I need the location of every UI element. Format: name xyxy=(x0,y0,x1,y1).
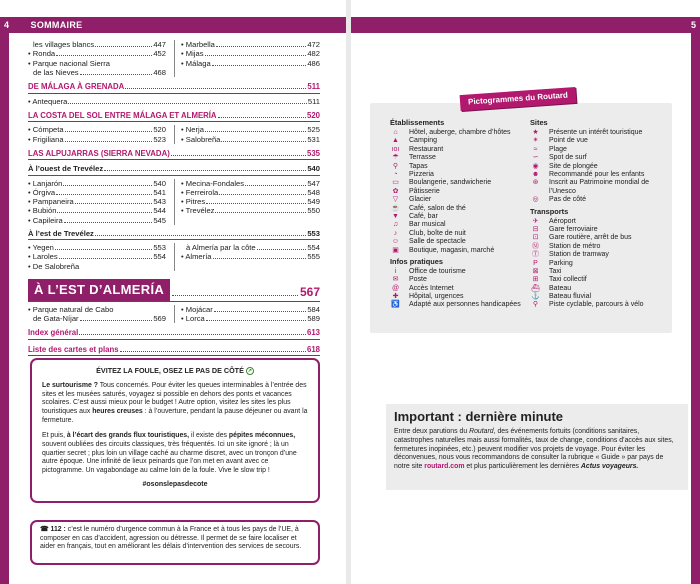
pictogram-icon: ⊟ xyxy=(532,225,539,233)
toc-col-right xyxy=(174,305,320,324)
pictogram-item xyxy=(530,251,666,259)
pictogram-label: Gare routière, arrêt de bus xyxy=(549,234,632,242)
table-of-contents xyxy=(28,40,320,356)
toc-entry[interactable]: • Órgiva 541 xyxy=(28,188,166,197)
big-section-label: À L’EST D’ALMERÍA xyxy=(28,279,170,301)
toc-entry[interactable]: • Laroles 554 xyxy=(28,252,166,261)
pictogram-icon: ◉ xyxy=(532,162,539,170)
pictogram-item xyxy=(390,205,528,213)
right-header-bar xyxy=(351,17,700,33)
left-side-band xyxy=(0,33,9,584)
toc-entry[interactable]: • Mojácar 584 xyxy=(181,305,320,314)
pictogram-item xyxy=(390,179,528,187)
toc-entry[interactable]: • Ronda 452 xyxy=(28,49,166,58)
toc-section-alpujarras[interactable]: LAS ALPUJARRAS (SIERRA NEVADA) 535 xyxy=(28,149,320,161)
pictogram-label: Plage xyxy=(549,145,567,153)
pictogram-icon: ıoı xyxy=(391,145,400,153)
pictogram-label: Station de métro xyxy=(549,242,601,250)
book-gutter xyxy=(346,0,351,584)
toc-entry[interactable]: • Lanjarón 540 xyxy=(28,179,166,188)
toc-entry[interactable]: • Antequera 511 xyxy=(28,97,320,106)
toc-entry[interactable]: • Pitres 549 xyxy=(181,197,320,206)
pictogram-item xyxy=(530,268,666,276)
pictogram-item xyxy=(530,137,666,145)
pictogram-item xyxy=(530,163,666,171)
pictogram-icon: ⚲ xyxy=(392,162,399,170)
right-side-band xyxy=(691,33,700,584)
pictogram-item xyxy=(530,243,666,251)
pictogram-label: Aéroport xyxy=(549,217,576,225)
pictogram-label: Station de tramway xyxy=(549,251,609,259)
pictogram-icon: @ xyxy=(391,284,400,292)
pictogram-item xyxy=(390,230,528,238)
pictogram-label: Présente un intérêt touristique xyxy=(549,129,643,137)
pictogram-item xyxy=(530,171,666,179)
pictogram-label: Recommandé pour les enfants xyxy=(549,170,645,178)
emergency-number: ☎ 112 : xyxy=(40,526,66,533)
pictogram-icon: ∽ xyxy=(532,154,539,162)
toc-entry[interactable]: • Pampaneira 543 xyxy=(28,197,166,206)
pictogram-label: Restaurant xyxy=(409,145,444,153)
important-title: Important : dernière minute xyxy=(394,409,564,424)
toc-entry[interactable]: • De Salobreña xyxy=(28,262,166,271)
pictogram-legend xyxy=(370,90,672,333)
pictogram-label: Gare ferroviaire xyxy=(549,225,598,233)
pictogram-icon: Ⓜ xyxy=(532,242,539,250)
pictogram-item xyxy=(390,188,528,196)
pictogram-item xyxy=(530,285,666,293)
toc-index[interactable]: Index général 613 xyxy=(28,328,320,340)
pictogram-item xyxy=(530,234,666,242)
toc-entry[interactable]: • Parque natural de Cabo xyxy=(28,305,166,314)
pictogram-label: Taxi xyxy=(549,267,562,275)
pictogram-icon: P xyxy=(533,259,538,267)
toc-entry[interactable]: • Mijas 482 xyxy=(181,49,320,58)
pictogram-item xyxy=(530,146,666,154)
toc-subsection-est[interactable]: À l’est de Trevélez 553 xyxy=(28,229,320,240)
toc-entry[interactable]: • Trevélez 550 xyxy=(181,206,320,215)
toc-entry[interactable]: • Cómpeta 520 xyxy=(28,125,166,134)
toc-entry[interactable]: de las Nieves 468 xyxy=(33,67,166,77)
pictogram-label: Salle de spectacle xyxy=(409,238,466,246)
pictogram-label: Terrasse xyxy=(409,154,436,162)
pictogram-label: Boulangerie, sandwicherie xyxy=(409,179,492,187)
pictogram-icon: ⛴ xyxy=(531,284,540,292)
toc-cartes-plans[interactable]: Liste des cartes et plans 618 xyxy=(28,345,320,357)
pictogram-item xyxy=(530,129,666,137)
toc-entry[interactable]: les villages blancs 447 xyxy=(33,40,166,49)
pictogram-label: Bateau xyxy=(549,284,572,292)
pictogram-item xyxy=(530,226,666,234)
pictogram-item xyxy=(530,260,666,268)
pictogram-item xyxy=(390,268,528,276)
pictogram-icon: ◔ xyxy=(393,170,398,178)
pictogram-icon: ♪ xyxy=(393,229,398,237)
pictogram-label: Office de tourisme xyxy=(409,267,466,275)
toc-entry[interactable]: • Ferreirola 548 xyxy=(181,188,320,197)
category-infos: Infos pratiques xyxy=(390,256,443,266)
pictogram-item xyxy=(530,154,666,162)
pictogram-label: Club, boîte de nuit xyxy=(409,229,466,237)
pictogram-label: Adapté aux personnes handicapées xyxy=(409,301,521,309)
hashtag: #osonslepasdecote xyxy=(142,481,208,489)
pictogram-item xyxy=(390,163,528,171)
toc-col-right xyxy=(174,243,320,271)
pictogram-icon: ▽ xyxy=(392,196,399,204)
pictogram-label: Camping xyxy=(409,137,438,145)
pictogram-icon: ▭ xyxy=(392,179,399,187)
pictogram-label: Taxi collectif xyxy=(549,276,587,284)
pictogram-label: Glacier xyxy=(409,196,432,204)
pictogram-item xyxy=(390,154,528,162)
toc-section-costa-del-sol[interactable]: LA COSTA DEL SOL ENTRE MÁLAGA ET ALMERÍA 520 xyxy=(28,111,320,123)
pictogram-item xyxy=(390,146,528,154)
pictogram-label: Point de vue xyxy=(549,137,588,145)
pictogram-icon: ≈ xyxy=(533,145,538,153)
toc-col-left xyxy=(28,179,166,225)
toc-entry[interactable]: • Frigiliana 523 xyxy=(28,135,166,144)
toc-entry[interactable]: • Almería 555 xyxy=(181,252,320,261)
pictogram-item xyxy=(390,213,528,221)
big-section-page: 567 xyxy=(299,284,320,299)
pictogram-icon: ⌂ xyxy=(393,129,398,137)
pictogram-label: Pâtisserie xyxy=(409,187,440,195)
pictogram-icon: ⚓ xyxy=(531,293,540,301)
important-box xyxy=(386,404,688,490)
pictogram-item xyxy=(390,301,528,309)
toc-subsection-ouest[interactable]: À l’ouest de Trevélez 540 xyxy=(28,164,320,175)
toc-col-left xyxy=(28,243,166,271)
left-header-bar xyxy=(0,17,346,33)
pictogram-item xyxy=(390,238,528,246)
toc-entry[interactable]: • Yegen 553 xyxy=(28,243,166,252)
toc-col-right xyxy=(174,125,320,144)
toc-col-left xyxy=(28,125,166,144)
pictogram-icon: ▲ xyxy=(392,137,399,145)
toc-entry[interactable]: • Mecina-Fondales 547 xyxy=(181,179,320,188)
pictogram-item xyxy=(390,171,528,179)
right-page-number: 5 xyxy=(690,20,696,30)
toc-col-left xyxy=(28,305,166,324)
pictogram-icon: ⊞ xyxy=(532,276,539,284)
toc-section-malaga-granada[interactable]: DE MÁLAGA À GRENADA 511 xyxy=(28,82,320,94)
toc-entry[interactable]: • Bubión 544 xyxy=(28,206,166,215)
pictogram-icon: ☕ xyxy=(391,204,400,212)
toc-entry[interactable]: à Almería par la côte 554 xyxy=(186,243,320,252)
pictogram-icon: ☺ xyxy=(391,238,400,246)
crowd-paragraph-1: Le surtourisme ? Tous concernés. Pour éviter les queues interminables à l’entrée des sites et les musées saturés, voyagez si possible en dehors des ponts et vacances scolaires. C’est aussi mieux pour le budget ! Autre option, visitez les sites les plus touristiques aux heures creuses : à l’ouverture, pendant la pause déjeuner ou avant la fermeture. xyxy=(42,381,308,425)
pictogram-icon: ⊛ xyxy=(532,179,539,187)
pictogram-legend-title: Pictogrammes du Routard xyxy=(460,87,577,111)
pictogram-icon: ♫ xyxy=(392,221,399,229)
pictogram-icon: ☻ xyxy=(531,170,540,178)
crowd-paragraph-2: Et puis, à l’écart des grands flux touristiques, il existe des pépites méconnues, souvent oubliées des circuits classiques, très fréquentés. Ici un site ignoré ; là un quartier secret ; plus loin un village caché au charme discret, avec un tronçon d’une autre époque. Une infinité de lieux peinards que l’on met en avant avec ce pictogramme. Un vagabondage au calme loin de la foule. Vive le slow trip ! xyxy=(42,431,297,475)
toc-entry[interactable]: de Gata-Níjar 569 xyxy=(33,313,166,323)
toc-entry[interactable]: • Marbella 472 xyxy=(181,40,320,49)
pictogram-icon: ⊡ xyxy=(532,234,539,242)
pictogram-column-left xyxy=(390,116,528,310)
pictogram-icon: ⊠ xyxy=(532,267,539,275)
pictogram-item xyxy=(390,293,528,301)
toc-entry[interactable]: • Nerja 525 xyxy=(181,125,320,134)
pictogram-icon: ★ xyxy=(532,129,539,137)
pictogram-icon: ✚ xyxy=(392,293,399,301)
pictogram-item xyxy=(390,221,528,229)
pictogram-label: Spot de surf xyxy=(549,154,587,162)
toc-col-right xyxy=(174,40,320,77)
pictogram-icon: ▣ xyxy=(392,246,399,254)
pictogram-icon: ◎ xyxy=(532,196,539,204)
emergency-box xyxy=(30,520,320,565)
pas-de-cote-icon: ↗ xyxy=(247,368,252,375)
page-title: SOMMAIRE xyxy=(30,20,83,30)
pictogram-icon: Ⓣ xyxy=(532,251,539,259)
category-sites: Sites xyxy=(530,118,548,127)
pictogram-item xyxy=(530,218,666,226)
pictogram-label: Bateau fluvial xyxy=(549,293,592,301)
important-text: Entre deux parutions du Routard, des événements fortuits (conditions sanitaires, catastrophes naturelles mais aussi formalités, taux de change, conditions d’accès aux sites, fermetures inopinées, etc.) peuvent modifier vos projets de voyage. Pour éviter les déconvenues, nous vous recommandons de consulter la rubrique « Guide » par pays de notre site routard.com et plus particulièrement les dernières Actus voyageurs. xyxy=(394,427,674,471)
crowd-box-title: ÉVITEZ LA FOULE, OSEZ LE PAS DE CÔTÉ ↗ xyxy=(96,366,252,375)
pictogram-label: Café, bar xyxy=(409,212,438,220)
pictogram-label: Hôpital, urgences xyxy=(409,293,464,301)
pictogram-item xyxy=(530,301,666,309)
pictogram-label: Boutique, magasin, marché xyxy=(409,246,495,254)
pictogram-item xyxy=(390,276,528,284)
pictogram-label: Tapas xyxy=(409,162,428,170)
pictogram-label: Pas de côté xyxy=(549,196,586,204)
pictogram-icon: ✶ xyxy=(532,137,539,145)
category-etablissements: Établissements xyxy=(390,118,445,127)
pictogram-column-right xyxy=(530,116,666,310)
toc-col-left xyxy=(28,40,166,77)
toc-entry[interactable]: • Salobreña 531 xyxy=(181,135,320,144)
pictogram-label: Piste cyclable, parcours à vélo xyxy=(549,301,644,309)
crowd-avoid-box xyxy=(30,358,320,503)
pictogram-label: Inscrit au Patrimoine mondial de l’Unesco xyxy=(549,179,649,195)
toc-entry[interactable]: • Málaga 486 xyxy=(181,59,320,68)
emergency-text: c’est le numéro d’urgence commun à la France et à tous les pays de l’UE, à composer en cas d’accident, agression ou détresse. Il permet de se faire localiser et aider en français, tout en améliorant les délais d’intervention des services de secours. xyxy=(40,526,302,551)
toc-col-right xyxy=(174,179,320,225)
toc-entry[interactable]: • Lorca 589 xyxy=(181,314,320,323)
pictogram-item xyxy=(390,196,528,204)
pictogram-label: Pizzeria xyxy=(409,170,434,178)
pictogram-label: Site de plongée xyxy=(549,162,598,170)
pictogram-label: Café, salon de thé xyxy=(409,204,466,212)
pictogram-item xyxy=(530,196,666,204)
toc-entry[interactable]: • Capileira 545 xyxy=(28,216,166,225)
toc-big-section-almeria[interactable] xyxy=(28,279,320,302)
pictogram-item xyxy=(530,276,666,284)
pictogram-label: Bar musical xyxy=(409,221,446,229)
pictogram-item xyxy=(390,285,528,293)
pictogram-label: Parking xyxy=(549,259,573,267)
pictogram-icon: i xyxy=(394,267,397,275)
routard-link[interactable]: routard.com xyxy=(424,463,465,471)
pictogram-item xyxy=(390,129,528,137)
toc-entry[interactable]: • Parque nacional Sierra xyxy=(28,59,166,68)
pictogram-label: Hôtel, auberge, chambre d’hôtes xyxy=(409,129,511,137)
pictogram-icon: ✿ xyxy=(392,187,399,195)
pictogram-item xyxy=(530,293,666,301)
left-page-number: 4 xyxy=(4,20,10,30)
pictogram-label: Poste xyxy=(409,276,427,284)
pictogram-icon: ♿ xyxy=(391,301,400,309)
pictogram-icon: ✉ xyxy=(392,276,399,284)
pictogram-item xyxy=(530,179,666,196)
pictogram-label: Accès Internet xyxy=(409,284,454,292)
pictogram-icon: ☂ xyxy=(392,154,399,162)
category-transports: Transports xyxy=(530,206,569,216)
pictogram-icon: ⚲ xyxy=(532,301,539,309)
pictogram-icon: ▼ xyxy=(392,212,399,220)
pictogram-item xyxy=(390,247,528,255)
pictogram-item xyxy=(390,137,528,145)
pictogram-icon: ✈ xyxy=(532,217,539,225)
